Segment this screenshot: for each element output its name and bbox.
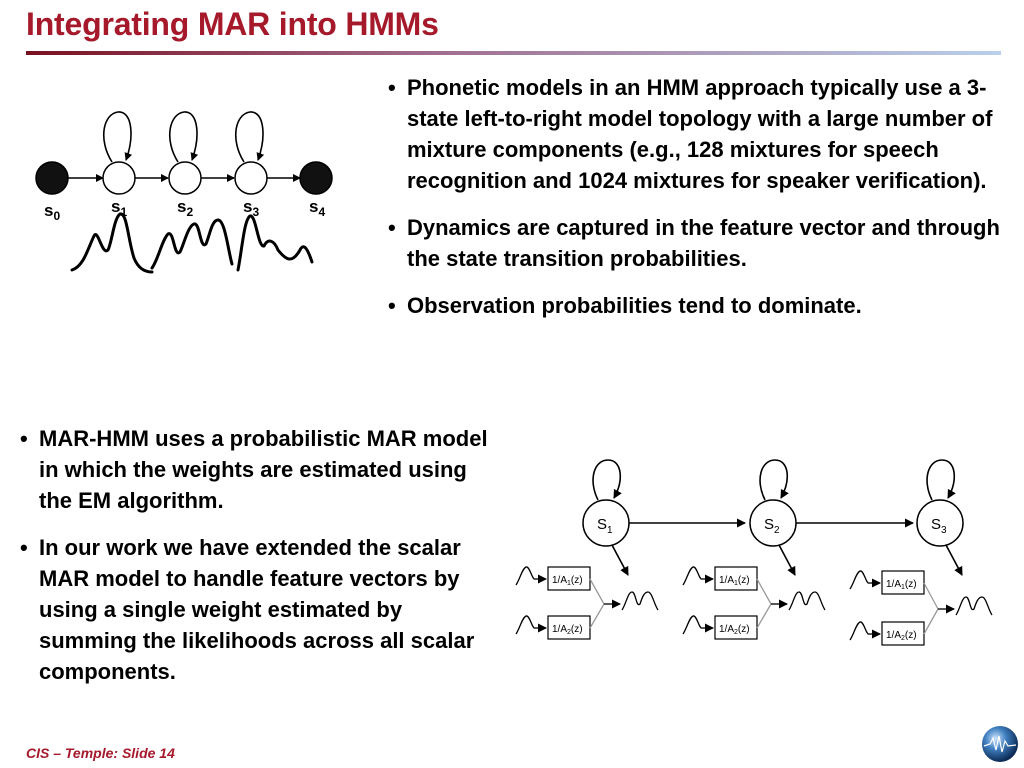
filter-label-a2: $1/A_2(z)$ xyxy=(552,624,583,636)
slide-title: Integrating MAR into HMMs xyxy=(26,6,439,42)
globe-logo-icon xyxy=(980,724,1020,764)
state-s2-node xyxy=(169,162,201,194)
mar-filter-group-s2 xyxy=(683,567,825,639)
title-underline xyxy=(26,51,1001,55)
state-s3-label: $s_3$ xyxy=(243,197,260,219)
state-s1-label: $s_1$ xyxy=(111,197,128,219)
state-s0-label: $s_0$ xyxy=(44,201,61,223)
state-s0-node xyxy=(36,162,68,194)
mar-filter-group-s1 xyxy=(516,567,658,639)
state-s4-label: $s_4$ xyxy=(309,197,326,219)
mar-self-loops xyxy=(593,460,954,500)
filter-label-a1: $1/A_1(z)$ xyxy=(552,575,583,587)
mar-hmm-figure xyxy=(512,452,1002,652)
mar-filter-group-s3 xyxy=(850,571,992,645)
filter-label-a1: $1/A_1(z)$ xyxy=(886,579,917,591)
filter-label-a1: $1/A_1(z)$ xyxy=(719,575,750,587)
bullet-list-mar-hmm xyxy=(20,423,488,703)
mar-state-s1-label: $S_1$ xyxy=(597,516,613,536)
bullet-item: • Phonetic models in an HMM approach typically use a 3-state left-to-right model topology with a large number of mixture components (e.g., 128 mixtures for speech recognition and 1024 mixtures for speaker verification). xyxy=(388,72,1008,196)
observation-distribution-curves xyxy=(72,214,312,272)
bullet-item: • MAR-HMM uses a probabilistic MAR model in which the weights are estimated using the EM algorithm. xyxy=(20,423,488,516)
filter-label-a2: $1/A_2(z)$ xyxy=(719,624,750,636)
hmm-topology-figure xyxy=(28,100,348,285)
bullet-list-hmm-background xyxy=(388,72,1008,337)
state-s4-node xyxy=(300,162,332,194)
filter-label-a2: $1/A_2(z)$ xyxy=(886,630,917,642)
hmm-self-loops xyxy=(104,112,263,162)
bullet-item: • Dynamics are captured in the feature vector and through the state transition probabilities. xyxy=(388,212,1008,274)
state-s2-label: $s_2$ xyxy=(177,197,194,219)
mar-state-s3-label: $S_3$ xyxy=(931,516,947,536)
state-s1-node xyxy=(103,162,135,194)
bullet-item: • In our work we have extended the scalar MAR model to handle feature vectors by using a single weight estimated by summing the likelihoods across all scalar components. xyxy=(20,532,488,687)
slide-footer: CIS – Temple: Slide 14 xyxy=(26,745,175,761)
bullet-item: • Observation probabilities tend to dominate. xyxy=(388,290,1008,321)
state-s3-node xyxy=(235,162,267,194)
mar-state-s2-label: $S_2$ xyxy=(764,516,780,536)
